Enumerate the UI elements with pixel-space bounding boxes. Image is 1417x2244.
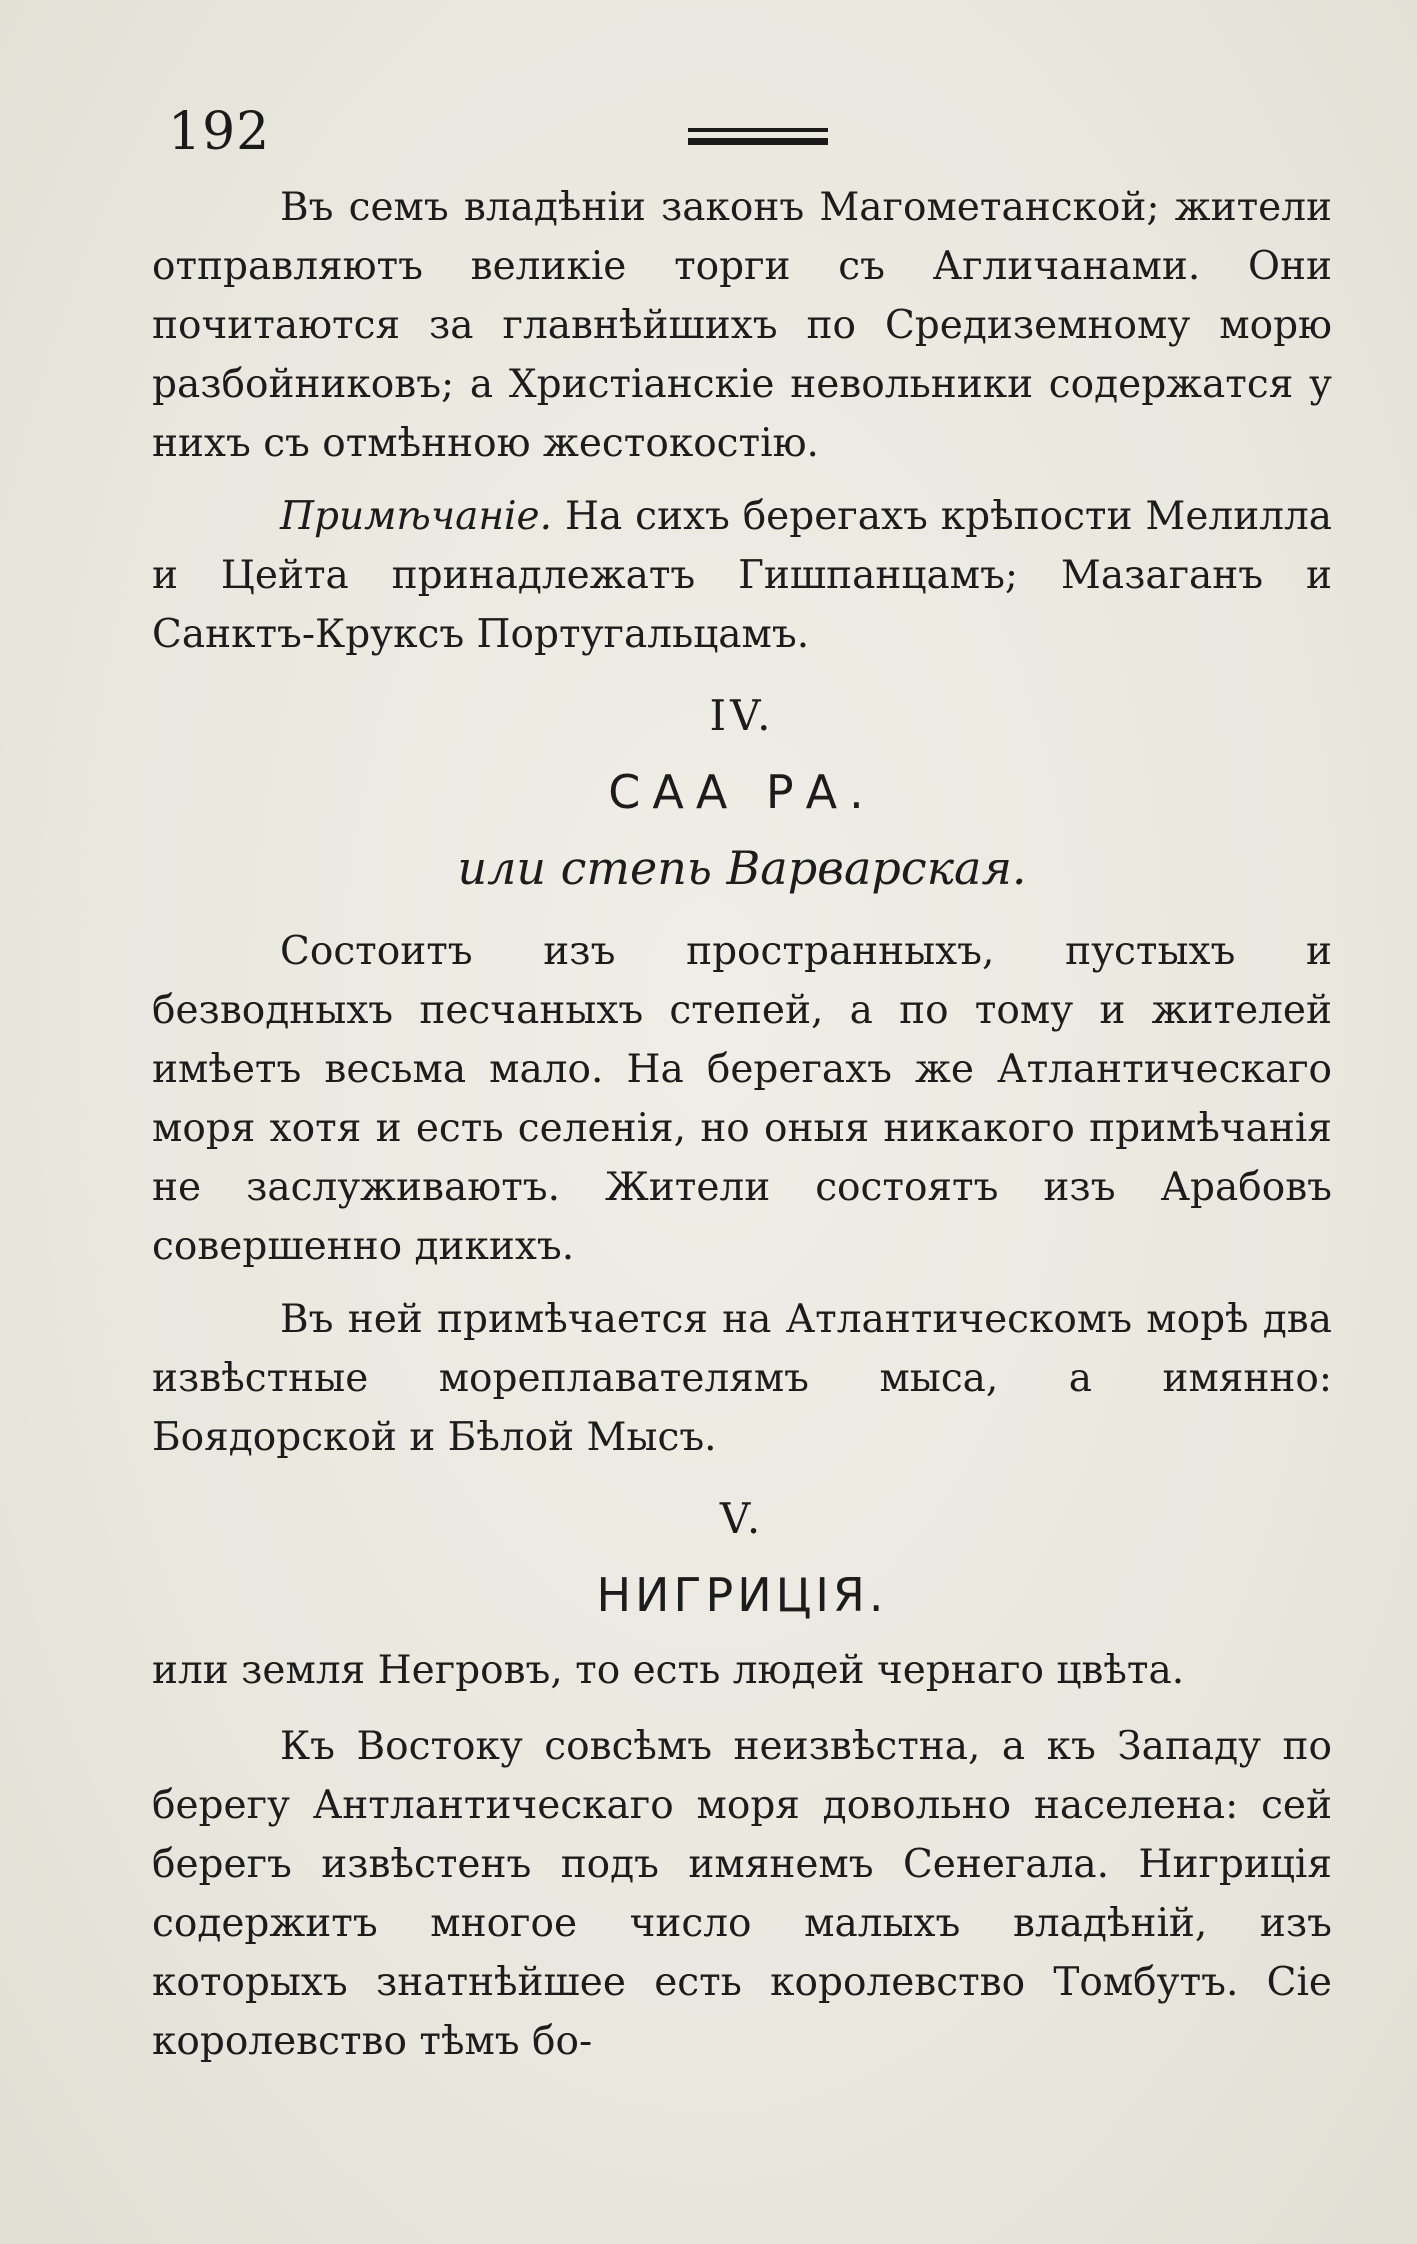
header-rule-thin (688, 128, 828, 132)
note-text: На сихъ берегахъ крѣпости Мелилла и Цейта принадлежатъ Гишпанцамъ; Мазаганъ и Санктъ-Круксъ Португальцамъ. (152, 494, 1332, 657)
section-number-5: V. (719, 1494, 765, 1543)
page-number: 192 (168, 102, 271, 162)
section-title-nigritsiya: НИГРИЦIЯ. (596, 1568, 888, 1622)
paragraph-note (152, 487, 1332, 664)
note-label: Примѣчанiе. (280, 494, 552, 539)
page-text (152, 178, 1332, 2071)
header-rule-thick (688, 138, 828, 145)
section-title-saara: САА РА. (608, 765, 876, 819)
section-subtitle-nigritsiya: или земля Негровъ, то есть людей чернаго цвѣта. (152, 1648, 1185, 1693)
paragraph-saara-description: Состоитъ изъ пространныхъ, пустыхъ и безводныхъ песчаныхъ степей, а по тому и жителей имѣетъ весьма мало. На берегахъ же Атлантическаго моря хотя и есть селенiя, но оныя никакого примѣчанiя не заслуживаютъ. Жители состоятъ изъ Арабовъ совершенно дикихъ. (152, 929, 1332, 1269)
paragraph-saara-capes: Въ ней примѣчается на Атлантическомъ морѣ два извѣстные мореплавателямъ мыса, а имянно: Боядорской и Бѣлой Мысъ. (152, 1297, 1332, 1460)
paragraph-nigritsiya-description: Къ Востоку совсѣмъ неизвѣстна, а къ Западу по берегу Антлантическаго моря довольно населена: сей берегъ извѣстенъ подъ имянемъ Сенегала. Нигрицiя содержитъ многое число малыхъ владѣнiй, изъ которыхъ знатнѣйшее есть королевство Томбутъ. Сiе королевство тѣмъ бо- (152, 1724, 1332, 2064)
paragraph-religion-trade: Въ семъ владѣнiи законъ Магометанской; жители отправляютъ великiе торги съ Агличанами. Они почитаются за главнѣйшихъ по Средиземному морю разбойниковъ; а Христiанскiе невольники содержатся у нихъ съ отмѣнною жестокостiю. (152, 185, 1332, 466)
section-subtitle-saara: или степь Варварская. (457, 841, 1027, 895)
section-number-4: IV. (709, 691, 775, 740)
page-header (168, 102, 1338, 162)
